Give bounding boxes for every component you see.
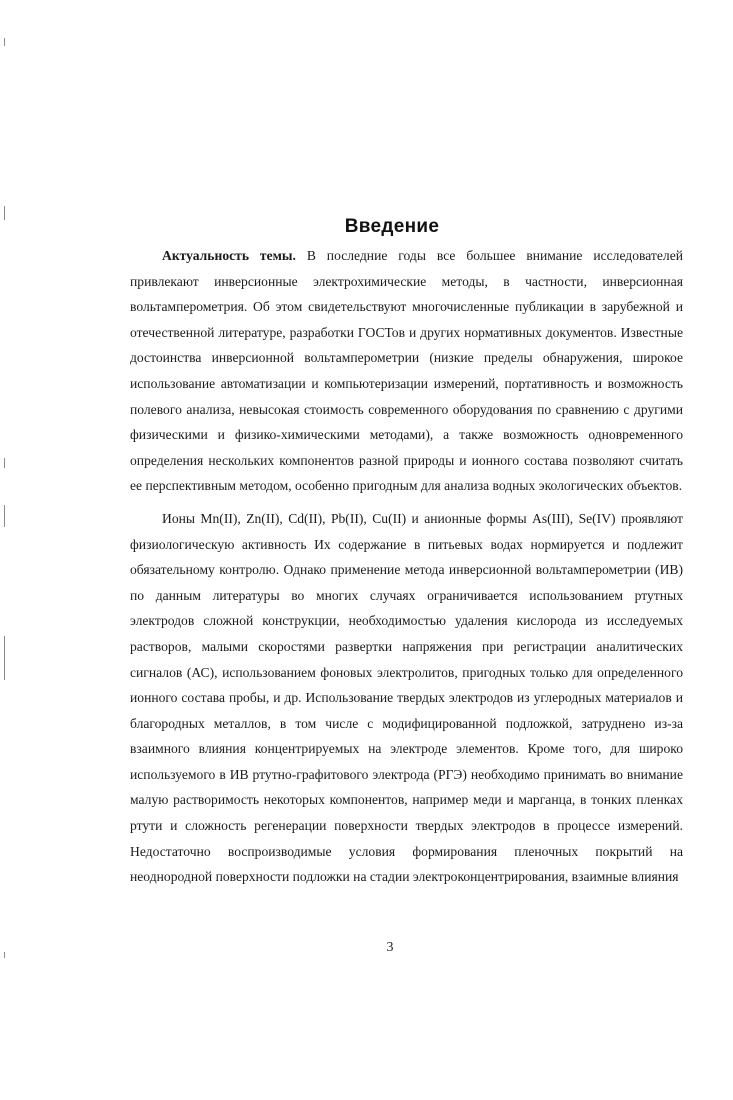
page-title: Введение — [344, 215, 440, 237]
paragraph-lead: Актуальность темы. — [162, 248, 296, 263]
scan-edge-mark — [4, 505, 5, 527]
body-text — [130, 243, 683, 890]
page-number: 3 — [386, 940, 394, 955]
paragraph-text: Ионы Mn(II), Zn(II), Cd(II), Pb(II), Cu(II) и анионные формы As(III), Se(IV) проявляют физиологическую активность Их содержание в питьевых водах нормируется и подлежит обязательному контролю. Однако применение метода инверсионной вольтамперометрии (ИВ) по данным литературы во многих случаях ограничивается использованием ртутных электродов сложной конструкции, необходимостью удаления кислорода из исследуемых растворов, малыми скоростями развертки напряжения при регистрации аналитических сигналов (АС), использованием фоновых электролитов, пригодных только для определенного ионного состава пробы, и др. Использование твердых электродов из углеродных материалов и благородных металлов, в том числе с модифицированной подложкой, затруднено из-за взаимного влияния концентрируемых на электроде элементов. Кроме того, для широко используемого в ИВ ртутно-графитового электрода (РГЭ) необходимо принимать во внимание малую растворимость некоторых компонентов, например меди и марганца, в тонких пленках ртути и сложность регенерации поверхности твердых электродов в процессе измерений. Недостаточно воспроизводимые условия формирования пленочных покрытий на неоднородной поверхности подложки на стадии электроконцентрирования, взаимные влияния — [130, 510, 683, 885]
scan-edge-mark — [4, 636, 5, 680]
scan-edge-mark — [4, 38, 5, 46]
paragraph-ions — [130, 506, 683, 890]
paragraph-text: В последние годы все большее внимание исследователей привлекают инверсионные электрохимические методы, в частности, инверсионная вольтамперометрия. Об этом свидетельствуют многочисленные публикации в зарубежной и отечественной литературе, разработки ГОСТов и других нормативных документов. Известные достоинства инверсионной вольтамперометрии (низкие пределы обнаружения, широкое использование автоматизации и компьютеризации измерений, портативность и возможность полевого анализа, невысокая стоимость современного оборудования по сравнению с другими физическими и физико-химическими методами), а также возможность одновременного определения нескольких компонентов разной природы и ионного состава позволяют считать ее перспективным методом, особенно пригодным для анализа водных экологических объектов. — [130, 248, 684, 494]
scan-edge-mark — [4, 458, 5, 468]
scan-edge-mark — [4, 952, 5, 958]
paragraph-relevance — [130, 243, 683, 499]
